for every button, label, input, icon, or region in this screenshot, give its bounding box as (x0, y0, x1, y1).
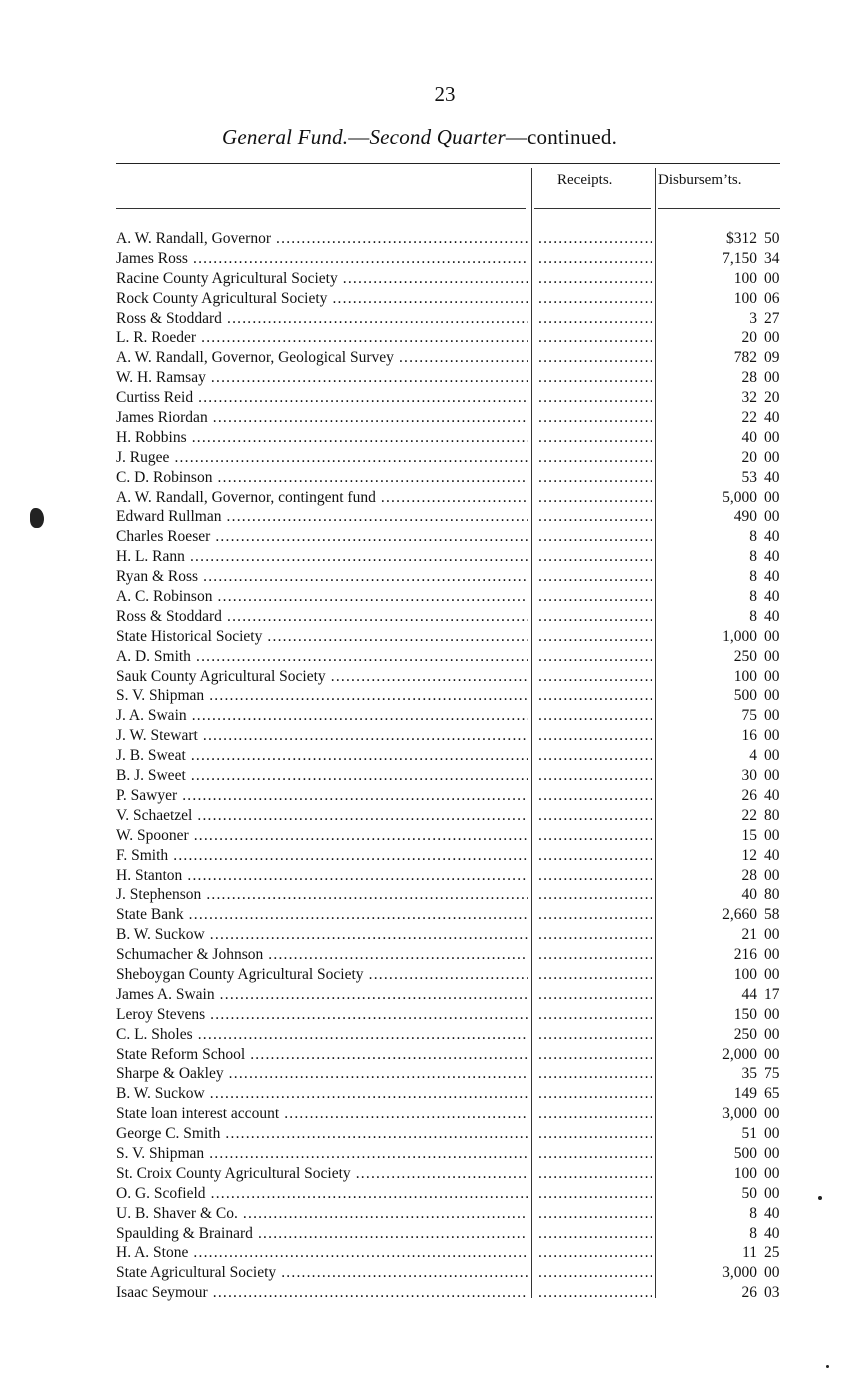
disbursement-cents: 40 (764, 588, 780, 606)
table-row (0, 468, 855, 488)
receipts-cell (538, 1144, 652, 1164)
table-row (0, 766, 855, 786)
disbursement-cents: 00 (764, 627, 780, 645)
disbursement-cents: 00 (764, 1164, 780, 1182)
receipts-cell (538, 1084, 652, 1104)
table-row (0, 1084, 855, 1104)
disbursement-cents: 58 (764, 906, 780, 924)
table-row (0, 428, 855, 448)
payee-name: Ross & Stoddard ..... (116, 309, 528, 329)
table-row (0, 547, 855, 567)
payee-name: Schumacher & Johnson ..... (116, 945, 528, 965)
payee-name: V. Schaetzel ..... (116, 806, 528, 826)
disbursement-cents: 40 (764, 1224, 780, 1242)
payee-name: S. V. Shipman ..... (116, 1144, 528, 1164)
receipts-cell (538, 866, 652, 886)
disbursement-dollars: 8 (749, 528, 757, 546)
disbursement-dollars: 250 (733, 1025, 757, 1043)
header-rule-names (116, 208, 526, 209)
disbursement-dollars: 30 (741, 767, 757, 785)
disbursement-cents: 00 (764, 687, 780, 705)
table-row (0, 1224, 855, 1244)
disbursement-dollars: 20 (741, 448, 757, 466)
disbursement-cents: 00 (764, 1045, 780, 1063)
disbursement-cents: 00 (764, 329, 780, 347)
table-row (0, 866, 855, 886)
disbursement-dollars: 44 (741, 985, 757, 1003)
receipts-cell (538, 786, 652, 806)
disbursement-dollars: 150 (733, 1005, 757, 1023)
disbursement-dollars: 500 (733, 687, 757, 705)
payee-name: P. Sawyer ..... (116, 786, 528, 806)
table-row (0, 408, 855, 428)
disbursement-dollars: 100 (733, 1164, 757, 1182)
disbursement-cents: 65 (764, 1085, 780, 1103)
disbursement-dollars: 12 (741, 846, 757, 864)
payee-name: James Riordan ..... (116, 408, 528, 428)
disbursement-dollars: 53 (741, 468, 757, 486)
receipts-cell (538, 1263, 652, 1283)
payee-name: State Agricultural Society ..... (116, 1263, 528, 1283)
disbursement-cents: 00 (764, 269, 780, 287)
header-rule-receipts (534, 208, 651, 209)
table-row (0, 567, 855, 587)
disbursement-dollars: 7,150 (722, 249, 757, 267)
disbursements-column-header: Disbursem’ts. (658, 172, 742, 188)
receipts-cell (538, 746, 652, 766)
disbursement-cents: 80 (764, 806, 780, 824)
table-row (0, 965, 855, 985)
table-row (0, 1204, 855, 1224)
receipts-cell (538, 1104, 652, 1124)
disbursement-dollars: 8 (749, 588, 757, 606)
payee-name: Sauk County Agricultural Society ..... (116, 667, 528, 687)
heading-fund: General Fund. (222, 125, 349, 149)
disbursement-cents: 00 (764, 826, 780, 844)
table-row (0, 627, 855, 647)
ink-speck (818, 1196, 822, 1200)
disbursement-cents: 20 (764, 389, 780, 407)
receipts-cell (538, 448, 652, 468)
payee-name: Sheboygan County Agricultural Society ..... (116, 965, 528, 985)
table-row (0, 1243, 855, 1263)
disbursement-dollars: 8 (749, 1204, 757, 1222)
disbursement-cents: 00 (764, 1264, 780, 1282)
disbursement-dollars: 15 (741, 826, 757, 844)
receipts-cell (538, 925, 652, 945)
disbursement-dollars: 5,000 (722, 488, 757, 506)
table-row (0, 1104, 855, 1124)
ledger-table (0, 229, 855, 1303)
table-row (0, 309, 855, 329)
ink-speck (826, 1365, 829, 1368)
table-row (0, 229, 855, 249)
top-rule (116, 163, 780, 164)
table-row (0, 1045, 855, 1065)
payee-name: Curtiss Reid ..... (116, 388, 528, 408)
payee-name: H. L. Rann ..... (116, 547, 528, 567)
disbursement-cents: 34 (764, 249, 780, 267)
receipts-cell (538, 706, 652, 726)
disbursement-cents: 00 (764, 727, 780, 745)
disbursement-cents: 40 (764, 1204, 780, 1222)
table-row (0, 1144, 855, 1164)
payee-name: J. Rugee ..... (116, 448, 528, 468)
disbursement-dollars: 100 (733, 667, 757, 685)
payee-name: Ryan & Ross ..... (116, 567, 528, 587)
receipts-cell (538, 348, 652, 368)
disbursement-dollars: 500 (733, 1144, 757, 1162)
receipts-cell (538, 766, 652, 786)
receipts-cell (538, 328, 652, 348)
table-row (0, 587, 855, 607)
payee-name: State Historical Society ..... (116, 627, 528, 647)
disbursement-cents: 00 (764, 946, 780, 964)
payee-name: State loan interest account ..... (116, 1104, 528, 1124)
disbursement-dollars: 8 (749, 548, 757, 566)
receipts-cell (538, 985, 652, 1005)
payee-name: George C. Smith ..... (116, 1124, 528, 1144)
payee-name: W. Spooner ..... (116, 826, 528, 846)
receipts-cell (538, 1184, 652, 1204)
receipts-cell (538, 806, 652, 826)
table-row (0, 706, 855, 726)
payee-name: Ross & Stoddard ..... (116, 607, 528, 627)
table-row (0, 269, 855, 289)
disbursement-dollars: 250 (733, 647, 757, 665)
table-row (0, 647, 855, 667)
disbursement-cents: 00 (764, 1025, 780, 1043)
disbursement-dollars: 11 (742, 1244, 757, 1262)
table-row (0, 826, 855, 846)
table-row (0, 1283, 855, 1303)
disbursement-cents: 06 (764, 289, 780, 307)
receipts-cell (538, 249, 652, 269)
disbursement-cents: 40 (764, 409, 780, 427)
disbursement-dollars: 100 (733, 269, 757, 287)
disbursement-cents: 80 (764, 886, 780, 904)
payee-name: Rock County Agricultural Society ..... (116, 289, 528, 309)
payee-name: H. A. Stone ..... (116, 1243, 528, 1263)
disbursement-dollars: 28 (741, 866, 757, 884)
receipts-cell (538, 686, 652, 706)
payee-name: A. C. Robinson ..... (116, 587, 528, 607)
table-row (0, 507, 855, 527)
receipts-cell (538, 647, 652, 667)
heading-dash-2: — (505, 125, 528, 149)
table-row (0, 985, 855, 1005)
payee-name: B. J. Sweet ..... (116, 766, 528, 786)
table-row (0, 806, 855, 826)
receipts-cell (538, 726, 652, 746)
receipts-cell (538, 1224, 652, 1244)
disbursement-dollars: 8 (749, 568, 757, 586)
payee-name: B. W. Suckow ..... (116, 925, 528, 945)
disbursement-dollars: 100 (733, 965, 757, 983)
disbursement-dollars: 21 (741, 926, 757, 944)
disbursement-dollars: 26 (741, 786, 757, 804)
payee-name: State Bank ..... (116, 905, 528, 925)
table-row (0, 746, 855, 766)
receipts-cell (538, 468, 652, 488)
heading-continued: continued. (527, 125, 618, 149)
table-row (0, 1124, 855, 1144)
table-row (0, 289, 855, 309)
table-row (0, 726, 855, 746)
disbursement-dollars: $312 (726, 230, 757, 247)
disbursement-cents: 09 (764, 349, 780, 367)
disbursement-cents: 00 (764, 667, 780, 685)
disbursement-cents: 00 (764, 767, 780, 785)
table-row (0, 328, 855, 348)
payee-name: A. D. Smith ..... (116, 647, 528, 667)
heading-quarter: Second Quarter (369, 125, 506, 149)
payee-name: James Ross ..... (116, 249, 528, 269)
payee-name: A. W. Randall, Governor ..... (116, 229, 528, 249)
receipts-cell (538, 408, 652, 428)
receipts-cell (538, 965, 652, 985)
receipts-cell (538, 1064, 652, 1084)
disbursement-cents: 00 (764, 508, 780, 526)
payee-name: L. R. Roeder ..... (116, 328, 528, 348)
disbursement-dollars: 100 (733, 289, 757, 307)
disbursement-cents: 00 (764, 747, 780, 765)
payee-name: A. W. Randall, Governor, contingent fund ..... (116, 488, 528, 508)
disbursement-dollars: 35 (741, 1065, 757, 1083)
table-row (0, 607, 855, 627)
table-row (0, 786, 855, 806)
table-row (0, 1263, 855, 1283)
disbursement-dollars: 2,660 (722, 906, 757, 924)
disbursement-dollars: 149 (733, 1085, 757, 1103)
disbursement-cents: 00 (764, 707, 780, 725)
disbursement-cents: 17 (764, 985, 780, 1003)
payee-name: C. D. Robinson ..... (116, 468, 528, 488)
disbursement-cents: 40 (764, 548, 780, 566)
disbursement-dollars: 50 (741, 1184, 757, 1202)
payee-name: J. Stephenson ..... (116, 885, 528, 905)
receipts-cell (538, 826, 652, 846)
receipts-cell (538, 229, 652, 249)
receipts-cell (538, 1283, 652, 1303)
payee-name: Leroy Stevens ..... (116, 1005, 528, 1025)
table-row (0, 249, 855, 269)
receipts-cell (538, 1243, 652, 1263)
payee-name: O. G. Scofield ..... (116, 1184, 528, 1204)
disbursement-dollars: 28 (741, 369, 757, 387)
disbursement-cents: 00 (764, 448, 780, 466)
payee-name: H. Robbins ..... (116, 428, 528, 448)
disbursement-dollars: 22 (741, 409, 757, 427)
disbursement-dollars: 8 (749, 607, 757, 625)
receipts-cell (538, 567, 652, 587)
table-row (0, 348, 855, 368)
payee-name: Charles Roeser ..... (116, 527, 528, 547)
receipts-cell (538, 1045, 652, 1065)
disbursement-cents: 40 (764, 528, 780, 546)
receipts-cell (538, 587, 652, 607)
table-row (0, 448, 855, 468)
disbursement-cents: 00 (764, 926, 780, 944)
disbursement-dollars: 216 (733, 946, 757, 964)
disbursement-cents: 03 (764, 1284, 780, 1302)
payee-name: Racine County Agricultural Society ..... (116, 269, 528, 289)
disbursement-dollars: 3,000 (722, 1264, 757, 1282)
table-row (0, 846, 855, 866)
receipts-cell (538, 388, 652, 408)
disbursement-cents: 00 (764, 965, 780, 983)
disbursement-cents: 27 (764, 309, 780, 327)
table-row (0, 388, 855, 408)
payee-name: Isaac Seymour ..... (116, 1283, 528, 1303)
receipts-cell (538, 289, 652, 309)
disbursement-dollars: 32 (741, 389, 757, 407)
payee-name: A. W. Randall, Governor, Geological Survey ..... (116, 348, 528, 368)
payee-name: St. Croix County Agricultural Society ..... (116, 1164, 528, 1184)
disbursement-cents: 40 (764, 568, 780, 586)
receipts-cell (538, 1204, 652, 1224)
table-row (0, 488, 855, 508)
payee-name: U. B. Shaver & Co. ..... (116, 1204, 528, 1224)
disbursement-dollars: 16 (741, 727, 757, 745)
disbursement-dollars: 782 (733, 349, 757, 367)
receipts-cell (538, 667, 652, 687)
payee-name: C. L. Sholes ..... (116, 1025, 528, 1045)
disbursement-cents: 40 (764, 468, 780, 486)
payee-name: James A. Swain ..... (116, 985, 528, 1005)
receipts-cell (538, 428, 652, 448)
disbursement-dollars: 2,000 (722, 1045, 757, 1063)
table-row (0, 925, 855, 945)
disbursement-dollars: 40 (741, 886, 757, 904)
ink-blot (30, 508, 44, 528)
receipts-cell (538, 527, 652, 547)
receipts-column-header: Receipts. (557, 172, 613, 188)
disbursement-cents: 00 (764, 647, 780, 665)
disbursement-cents: 00 (764, 1125, 780, 1143)
receipts-cell (538, 488, 652, 508)
disbursement-cents: 40 (764, 786, 780, 804)
receipts-cell (538, 846, 652, 866)
payee-name: W. H. Ramsay ..... (116, 368, 528, 388)
payee-name: S. V. Shipman ..... (116, 686, 528, 706)
disbursement-dollars: 4 (749, 747, 757, 765)
disbursement-dollars: 20 (741, 329, 757, 347)
receipts-cell (538, 1124, 652, 1144)
page-number: 23 (434, 82, 456, 106)
disbursement-cents: 00 (764, 1144, 780, 1162)
table-row (0, 945, 855, 965)
disbursement-dollars: 40 (741, 428, 757, 446)
table-row (0, 1005, 855, 1025)
receipts-cell (538, 885, 652, 905)
disbursement-cents: 00 (764, 369, 780, 387)
table-row (0, 1064, 855, 1084)
disbursement-dollars: 8 (749, 1224, 757, 1242)
table-row (0, 1164, 855, 1184)
disbursement-cents: 00 (764, 1184, 780, 1202)
payee-name: Edward Rullman ..... (116, 507, 528, 527)
disbursement-cents: 00 (764, 428, 780, 446)
disbursement-dollars: 3,000 (722, 1105, 757, 1123)
receipts-cell (538, 1025, 652, 1045)
payee-name: J. B. Sweat ..... (116, 746, 528, 766)
header-rule-disbursements (658, 208, 780, 209)
disbursement-cents: 40 (764, 607, 780, 625)
receipts-cell (538, 607, 652, 627)
disbursement-dollars: 75 (741, 707, 757, 725)
receipts-cell (538, 1164, 652, 1184)
heading-dash-1: — (348, 125, 370, 149)
disbursement-dollars: 51 (741, 1125, 757, 1143)
receipts-cell (538, 905, 652, 925)
table-row (0, 885, 855, 905)
payee-name: H. Stanton ..... (116, 866, 528, 886)
receipts-cell (538, 547, 652, 567)
receipts-cell (538, 627, 652, 647)
table-row (0, 905, 855, 925)
payee-name: J. A. Swain ..... (116, 706, 528, 726)
page-heading (222, 125, 617, 150)
payee-name: State Reform School ..... (116, 1045, 528, 1065)
payee-name: J. W. Stewart ..... (116, 726, 528, 746)
disbursement-dollars: 490 (733, 508, 757, 526)
disbursement-cents: 00 (764, 488, 780, 506)
table-row (0, 1184, 855, 1204)
receipts-cell (538, 269, 652, 289)
disbursement-cents: 40 (764, 846, 780, 864)
disbursement-cents: 50 (764, 230, 780, 247)
receipts-cell (538, 1005, 652, 1025)
payee-name: F. Smith ..... (116, 846, 528, 866)
table-row (0, 686, 855, 706)
disbursement-cents: 00 (764, 1105, 780, 1123)
payee-name: B. W. Suckow ..... (116, 1084, 528, 1104)
payee-name: Spaulding & Brainard ..... (116, 1224, 528, 1244)
table-row (0, 368, 855, 388)
receipts-cell (538, 309, 652, 329)
payee-name: Sharpe & Oakley ..... (116, 1064, 528, 1084)
table-row (0, 527, 855, 547)
disbursement-cents: 00 (764, 1005, 780, 1023)
disbursement-dollars: 3 (749, 309, 757, 327)
receipts-cell (538, 507, 652, 527)
disbursement-cents: 25 (764, 1244, 780, 1262)
disbursement-cents: 75 (764, 1065, 780, 1083)
receipts-cell (538, 945, 652, 965)
disbursement-cents: 00 (764, 866, 780, 884)
receipts-cell (538, 368, 652, 388)
disbursement-dollars: 22 (741, 806, 757, 824)
disbursement-dollars: 1,000 (722, 627, 757, 645)
table-row (0, 1025, 855, 1045)
disbursement-dollars: 26 (741, 1284, 757, 1302)
table-row (0, 667, 855, 687)
